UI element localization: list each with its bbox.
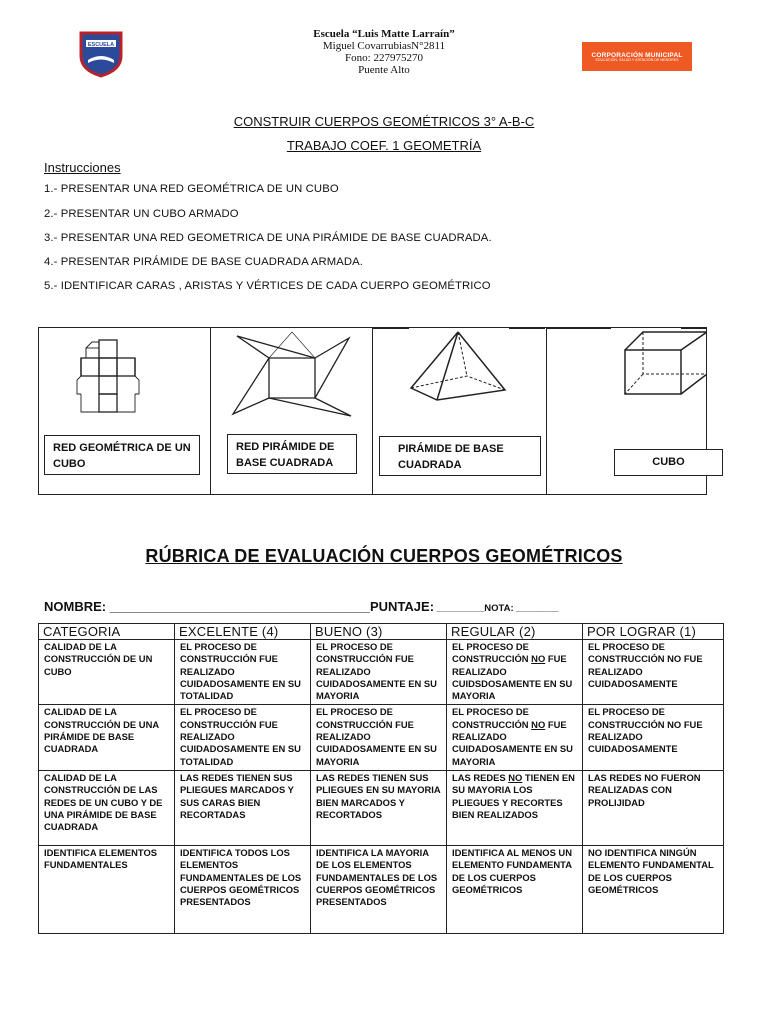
instruction-item: 1.- PRESENTAR UNA RED GEOMÉTRICA DE UN CUBO (44, 183, 339, 195)
pyramid-label: PIRÁMIDE DE BASE CUADRADA (379, 436, 541, 476)
cube-column (547, 328, 706, 494)
cube-label: CUBO (614, 449, 723, 476)
school-logo-text: ESCUELA (87, 42, 115, 48)
rubric-bueno: IDENTIFICA LA MAYORIA DE LOS ELEMENTOS FUNDAMENTALES DE LOS CUERPOS GEOMÉTRICOS PRESENTADOS (311, 845, 447, 933)
cube-net-image (39, 328, 211, 423)
nota-field: NOTA: ________ (484, 603, 559, 614)
rubric-excelente: EL PROCESO DE CONSTRUCCIÓN FUE REALIZADO CUIDADOSAMENTE EN SU TOTALIDAD (175, 705, 311, 770)
rubric-por-lograr: LAS REDES NO FUERON REALIZADAS CON PROLIJIDAD (583, 770, 724, 845)
rubric-category: CALIDAD DE LA CONSTRUCCIÓN DE UNA PIRÁMIDE DE BASE CUADRADA (39, 705, 175, 770)
rubric-header-cell: EXCELENTE (4) (175, 624, 311, 640)
rubric-excelente: EL PROCESO DE CONSTRUCCIÓN FUE REALIZADO CUIDADOSAMENTE EN SU TOTALIDAD (175, 640, 311, 705)
rubric-por-lograr: EL PROCESO DE CONSTRUCCIÓN NO FUE REALIZADO CUIDADOSAMENTE (583, 640, 724, 705)
rubric-row (39, 845, 724, 933)
rubric-header-row (39, 624, 724, 640)
cube-image (547, 328, 706, 423)
pyramid-net-column (211, 328, 373, 494)
school-city: Puente Alto (358, 64, 410, 76)
rubric-regular: EL PROCESO DE CONSTRUCCIÓN NO FUE REALIZADO CUIDSDOSAMENTE EN SU MAYORIA (447, 640, 583, 705)
rubric-row (39, 705, 724, 770)
rubric-regular: EL PROCESO DE CONSTRUCCIÓN NO FUE REALIZADO CUIDADOSAMENTE EN SU MAYORIA (447, 705, 583, 770)
rubric-excelente: LAS REDES TIENEN SUS PLIEGUES MARCADOS Y SUS CARAS BIEN RECORTADAS (175, 770, 311, 845)
rubric-category: CALIDAD DE LA CONSTRUCCIÓN DE UN CUBO (39, 640, 175, 705)
rubric-title: RÚBRICA DE EVALUACIÓN CUERPOS GEOMÉTRICOS (145, 546, 623, 566)
pyramid-image (373, 328, 547, 423)
pyramid-net-image (211, 328, 373, 423)
cube-net-column (39, 328, 211, 494)
puntaje-label: PUNTAJE: (370, 599, 435, 614)
rubric-category: CALIDAD DE LA CONSTRUCCIÓN DE LAS REDES DE UN CUBO Y DE UNA PIRÁMIDE DE BASE CUADRADA (39, 770, 175, 845)
pyramid-column (373, 328, 547, 494)
pyramid-net-label: RED PIRÁMIDE DE BASE CUADRADA (227, 434, 357, 474)
rubric-header-cell: REGULAR (2) (447, 624, 583, 640)
rubric-row (39, 770, 724, 845)
corp-logo-text: CORPORACIÓN MUNICIPAL (591, 52, 683, 59)
rubric-bueno: LAS REDES TIENEN SUS PLIEGUES EN SU MAYORIA BIEN MARCADOS Y RECORTADOS (311, 770, 447, 845)
student-info-row (44, 599, 559, 614)
instruction-item: 5.- IDENTIFICAR CARAS , ARISTAS Y VÉRTICES DE CADA CUERPO GEOMÉTRICO (44, 280, 491, 292)
nombre-field: NOMBRE: ____________________________________ (44, 599, 370, 614)
rubric-bueno: EL PROCESO DE CONSTRUCCIÓN FUE REALIZADO CUIDADOSAMENTE EN SU MAYORIA (311, 640, 447, 705)
school-phone: Fono: 227975270 (345, 52, 423, 64)
document-subtitle: TRABAJO COEF. 1 GEOMETRÍA (286, 138, 482, 153)
school-name: Escuela “Luis Matte Larraín” (313, 28, 455, 40)
school-header (0, 28, 768, 76)
figures-table (38, 327, 707, 495)
rubric-excelente: IDENTIFICA TODOS LOS ELEMENTOS FUNDAMENTALES DE LOS CUERPOS GEOMÉTRICOS PRESENTADOS (175, 845, 311, 933)
cube-net-label: RED GEOMÉTRICA DE UN CUBO (44, 435, 200, 475)
rubric-regular: LAS REDES NO TIENEN EN SU MAYORIA LOS PLIEGUES Y RECORTES BIEN REALIZADOS (447, 770, 583, 845)
instruction-item: 3.- PRESENTAR UNA RED GEOMETRICA DE UNA PIRÁMIDE DE BASE CUADRADA. (44, 232, 492, 244)
rubric-bueno: EL PROCESO DE CONSTRUCCIÓN FUE REALIZADO CUIDADOSAMENTE EN SU MAYORIA (311, 705, 447, 770)
rubric-por-lograr: NO IDENTIFICA NINGÚN ELEMENTO FUNDAMENTAL DE LOS CUERPOS GEOMÉTRICOS (583, 845, 724, 933)
rubric-row (39, 640, 724, 705)
puntaje-field: _________ (434, 603, 485, 614)
school-address: Miguel CovarrubiasN°2811 (322, 40, 446, 52)
rubric-header-cell: CATEGORIA (39, 624, 175, 640)
instructions-heading: Instrucciones (44, 160, 121, 175)
corp-logo-subtext: EDUCACIÓN, SALUD Y ATENCIÓN DE MENORES (595, 58, 679, 63)
instruction-item: 2.- PRESENTAR UN CUBO ARMADO (44, 208, 239, 220)
rubric-por-lograr: EL PROCESO DE CONSTRUCCIÓN NO FUE REALIZADO CUIDADOSAMENTE (583, 705, 724, 770)
document-title: CONSTRUIR CUERPOS GEOMÉTRICOS 3° A-B-C (233, 114, 535, 129)
rubric-header-cell: POR LOGRAR (1) (583, 624, 724, 640)
instruction-item: 4.- PRESENTAR PIRÁMIDE DE BASE CUADRADA ARMADA. (44, 256, 363, 268)
rubric-category: IDENTIFICA ELEMENTOS FUNDAMENTALES (39, 845, 175, 933)
rubric-header-cell: BUENO (3) (311, 624, 447, 640)
rubric-regular: IDENTIFICA AL MENOS UN ELEMENTO FUNDAMENTA DE LOS CUERPOS GEOMÉTRICOS (447, 845, 583, 933)
rubric-table (38, 623, 724, 934)
